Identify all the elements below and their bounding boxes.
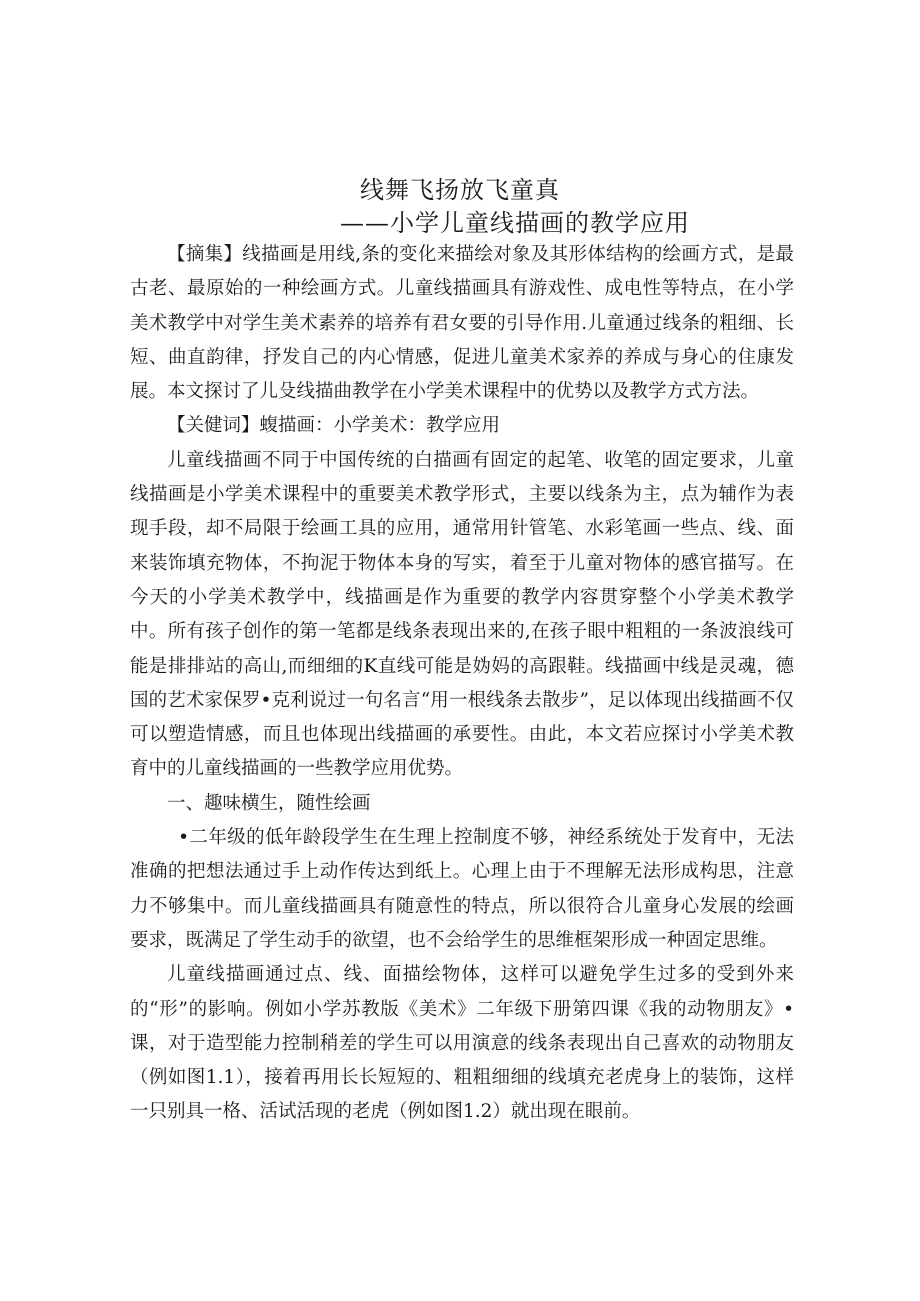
- document-title: 线舞飞扬放飞童真: [360, 176, 560, 204]
- body-paragraph: 儿童线描画通过点、线、面描绘物体，这样可以避免学生过多的受到外来的“形”的影响。例如小学苏教版《美术》二年级下册第四课《我的动物朋友》•课，对于造型能力控制稍差的学生可以用演意的线条表现出自己喜欢的动物朋友（例如图1.1），接着再用长长短短的、粗粗细细的线填充老虎身上的装饰，这样一只别具一格、活试活现的老虎（例如图1.2）就出现在眼前。: [130, 964, 794, 1123]
- intro-paragraph: 儿童线描画不同于中国传统的白描画有固定的起笔、收笔的固定要求，儿童线描画是小学美术课程中的重要美术教学形式，主要以线条为主，点为辅作为表现手段，却不局限于绘画工具的应用，通常用针管笔、水彩笔画一些点、线、面来装饰填充物体，不拘泥于物体本身的写实，着至于儿童对物体的感官描写。在今天的小学美术教学中，线描画是作为重要的教学内容贯穿整个小学美术教学中。所有孩子创作的第一笔都是线条表现出来的,在孩子眼中粗粗的一条波浪线可能是排排站的高山,而细细的K直线可能是妫妈的高跟鞋。线描画中线是灵魂，德国的艺术家保罗•克利说过一句名言“用一根线条去散步”，足以体现出线描画不仅可以塑造情感，而且也体现出线描画的承要性。由此，本文若应探讨小学美术教育中的儿童线描画的一些教学应用优势。: [130, 449, 794, 780]
- document-body: [130, 238, 794, 1130]
- section-heading: 一、趣味横生，随性绘画: [167, 792, 371, 814]
- body-paragraph: •二年级的低年龄段学生在生理上控制度不够，神经系统处于发育中，无法准确的把想法通过手上动作传达到纸上。心理上由于不理解无法形成构思，注意力不够集中。而儿童线描画具有随意性的特点，所以很符合儿童身心发展的绘画要求，既满足了学生动手的欲望，也不会给学生的思维框架形成一种固定思维。: [130, 827, 794, 951]
- document-subtitle: ——小学儿童线描画的教学应用: [340, 209, 690, 237]
- abstract-paragraph: 【摘集】线描画是用线,条的变化来描绘对象及其形体结构的绘画方式，是最古老、最原始的一种绘画方式。儿童线描画具有游戏性、成电性等特点，在小学美术教学中对学生美术素养的培养有君女要的引导作用.儿童通过线条的粗细、长短、曲直韵律，抒发自己的内心情感，促进儿童美术家养的养成与身心的住康发展。本文探讨了儿殳线描曲教学在小学美术课程中的优势以及教学方式方法。: [130, 244, 794, 403]
- keywords-paragraph: 【关健词】蝮描画：小学美术：教学应用: [167, 415, 501, 437]
